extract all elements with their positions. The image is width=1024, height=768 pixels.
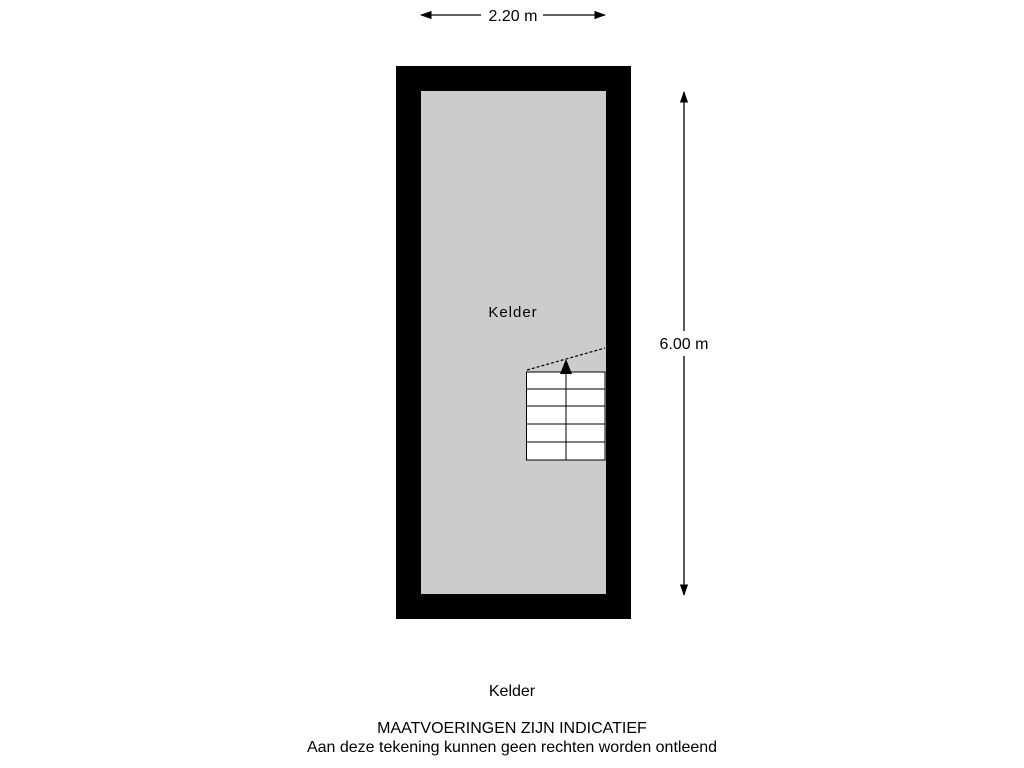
room-floor (421, 91, 606, 594)
length-dimension (660, 92, 709, 595)
width-dimension (421, 8, 605, 25)
width-dimension-label: 2.20 m (488, 8, 538, 25)
disclaimer-text: Aan deze tekening kunnen geen rechten worden ontleend (306, 739, 718, 756)
room-label: Kelder (488, 304, 538, 321)
floor-name: Kelder (488, 683, 536, 700)
length-dimension-label: 6.00 m (659, 336, 709, 353)
disclaimer-title: MAATVOERINGEN ZIJN INDICATIEF (377, 720, 647, 737)
